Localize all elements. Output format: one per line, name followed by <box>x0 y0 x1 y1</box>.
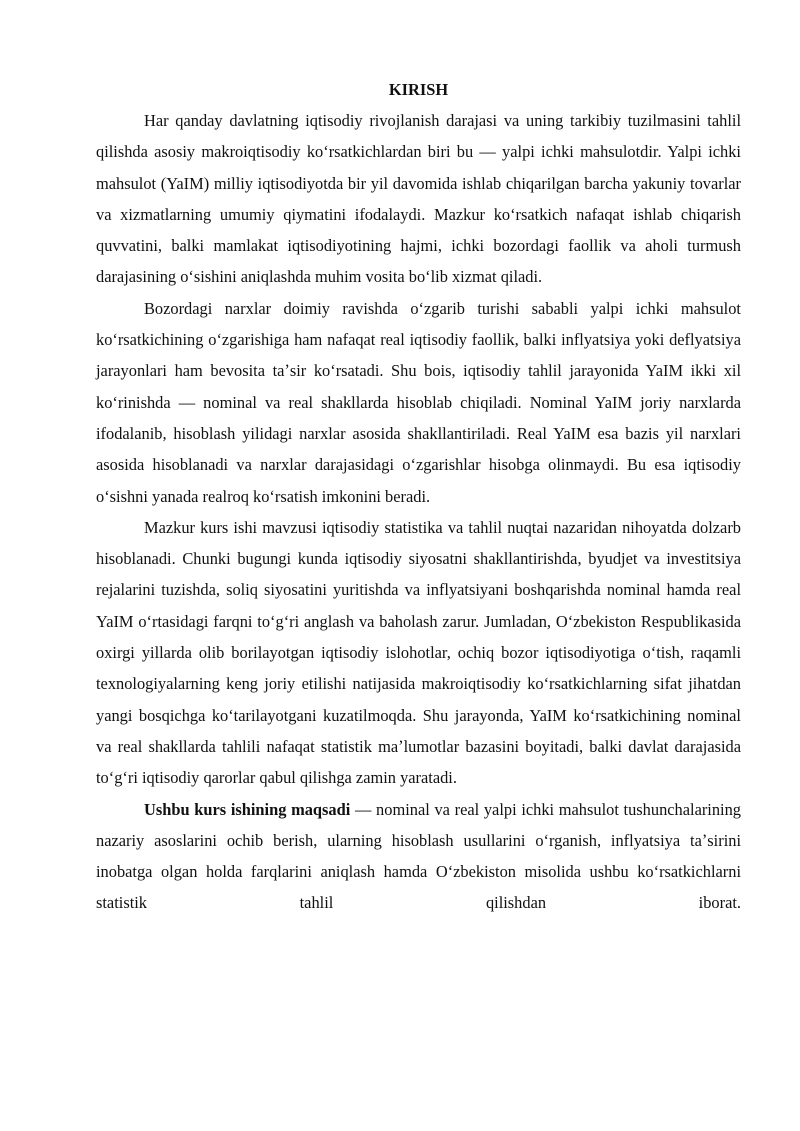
goal-lead: Ushbu kurs ishining maqsadi <box>144 799 351 819</box>
paragraph-prices: Bozordagi narxlar doimiy ravishda oʻzgarib turishi sababli yalpi ichki mahsulot koʻrsatkichining oʻzgarishiga ham nafaqat real iqtisodiy faollik, balki inflyatsiya yoki deflyatsiya jarayonlari ham bevosita taʼsir koʻrsatadi. Shu bois, iqtisodiy tahlil jarayonida YaIM ikki xil koʻrinishda — nominal va real shakllarda hisoblab chiqiladi. Nominal YaIM joriy narxlarda ifodalanib, hisoblash yilidagi narxlar asosida shakllantiriladi. Real YaIM esa bazis yil narxlari asosida hisoblanadi va narxlar darajasidagi oʻzgarishlar hisobga olinmaydi. Bu esa iqtisodiy oʻsishni yanada realroq koʻrsatish imkonini beradi. <box>96 298 741 506</box>
document-page <box>96 74 741 919</box>
goal-text: — nominal va real yalpi ichki mahsulot tushunchalarining nazariy asoslarini ochib berish, ularning hisoblash usullarini oʻrganish, inflyatsiya taʼsirini inobatga olgan holda farqlarini aniqlash hamda Oʻzbekiston misolida ushbu koʻrsatkichlarni statistik tahlil qilishdan iborat. <box>96 799 741 913</box>
paragraph-relevance: Mazkur kurs ishi mavzusi iqtisodiy statistika va tahlil nuqtai nazaridan nihoyatda dolzarb hisoblanadi. Chunki bugungi kunda iqtisodiy siyosatni shakllantirishda, byudjet va investitsiya rejalarini tuzishda, soliq siyosatini yuritishda va inflyatsiyani boshqarishda nominal hamda real YaIM oʻrtasidagi farqni toʻgʻri anglash va baholash zarur. Jumladan, Oʻzbekiston Respublikasida oxirgi yillarda olib borilayotgan iqtisodiy islohotlar, ochiq bozor iqtisodiyotiga oʻtish, raqamli texnologiyalarning keng joriy etilishi natijasida makroiqtisodiy koʻrsatkichlarning sifat jihatdan yangi bosqichga koʻtarilayotgani kuzatilmoqda. Shu jarayonda, YaIM koʻrsatkichining nominal va real shakllarda tahlili nafaqat statistik maʼlumotlar bazasini boyitadi, balki davlat darajasida toʻgʻri iqtisodiy qarorlar qabul qilishga zamin yaratadi. <box>96 517 741 788</box>
paragraph-intro: Har qanday davlatning iqtisodiy rivojlanish darajasi va uning tarkibiy tuzilmasini tahlil qilishda asosiy makroiqtisodiy koʻrsatkichlardan biri bu — yalpi ichki mahsulotdir. Yalpi ichki mahsulot (YaIM) milliy iqtisodiyotda bir yil davomida ishlab chiqarilgan barcha yakuniy tovarlar va xizmatlarning umumiy qiymatini ifodalaydi. Mazkur koʻrsatkich nafaqat ishlab chiqarish quvvatini, balki mamlakat iqtisodiyotining hajmi, ichki bozordagi faollik va aholi turmush darajasining oʻsishini aniqlashda muhim vosita boʻlib xizmat qiladi. <box>96 111 741 287</box>
paragraph-goal <box>96 794 741 919</box>
section-title: KIRISH <box>388 80 449 99</box>
